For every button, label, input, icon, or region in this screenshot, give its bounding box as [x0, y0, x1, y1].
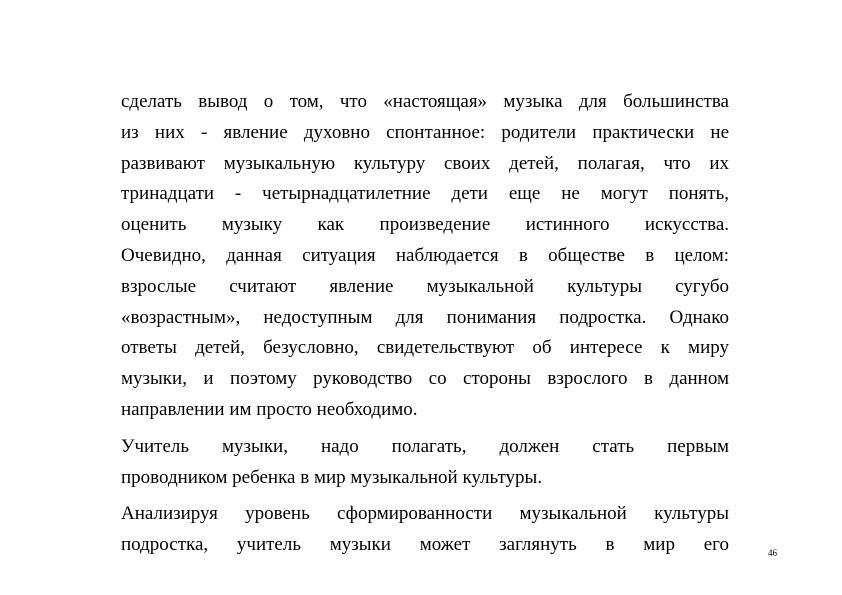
- page-number: 46: [768, 548, 777, 558]
- text-line: проводником ребенка в мир музыкальной культуры.: [121, 466, 543, 488]
- text-line: Учитель музыки, надо полагать, должен стать первым: [121, 435, 729, 457]
- paragraph-2: [121, 432, 729, 494]
- text-line: из них - явление духовно спонтанное: родители практически не: [121, 121, 729, 143]
- text-line: направлении им просто необходимо.: [121, 398, 418, 420]
- text-line: оценить музыку как произведение истинного искусства.: [121, 214, 729, 236]
- text-line: Очевидно, данная ситуация наблюдается в обществе в целом:: [121, 244, 729, 266]
- paragraph-1: [121, 87, 729, 426]
- paragraph-3: [121, 499, 729, 561]
- text-line: подростка, учитель музыки может заглянуть в мир его: [121, 534, 729, 556]
- text-line: ответы детей, безусловно, свидетельствуют об интересе к миру: [121, 337, 729, 359]
- text-line: развивают музыкальную культуру своих детей, полагая, что их: [121, 152, 729, 174]
- text-line: тринадцати - четырнадцатилетние дети еще не могут понять,: [121, 183, 729, 205]
- text-line: сделать вывод о том, что «настоящая» музыка для большинства: [121, 91, 729, 112]
- body-text: [121, 87, 729, 567]
- text-line: Анализируя уровень сформированности музыкальной культуры: [121, 503, 729, 525]
- text-line: музыки, и поэтому руководство со стороны взрослого в данном: [121, 368, 729, 390]
- text-line: взрослые считают явление музыкальной культуры сугубо: [121, 275, 729, 297]
- text-line: «возрастным», недоступным для понимания подростка. Однако: [121, 306, 729, 328]
